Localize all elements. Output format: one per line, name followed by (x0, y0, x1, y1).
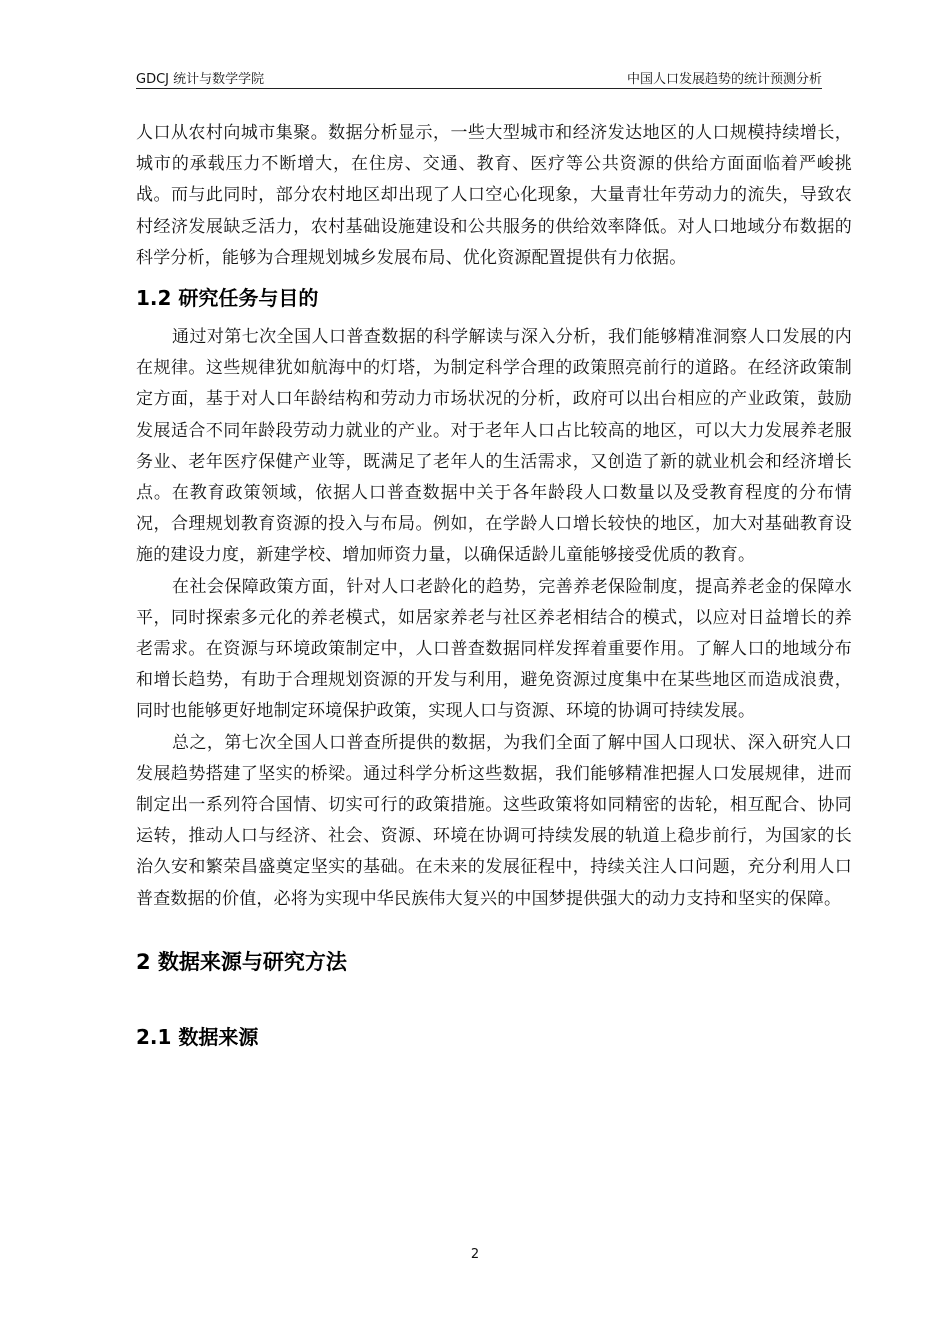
header-institution: GDCJ 统计与数学学院 (136, 72, 265, 87)
section-heading-2-1: 2.1 数据来源 (136, 1024, 259, 1049)
section-heading-1-2: 1.2 研究任务与目的 (136, 286, 319, 311)
paragraph: 总之，第七次全国人口普查所提供的数据，为我们全面了解中国人口现状、深入研究人口发展趋势搭建了坚实的桥梁。通过科学分析这些数据，我们能够精准把握人口发展规律，进而制定出一系列符合国情、切实可行的政策措施。这些政策将如同精密的齿轮，相互配合、协同运转，推动人口与经济、社会、资源、环境在协调可持续发展的轨道上稳步前行，为国家的长治久安和繁荣昌盛奠定坚实的基础。在未来的发展征程中，持续关注人口问题，充分利用人口普查数据的价值，必将为实现中华民族伟大复兴的中国梦提供强大的动力支持和坚实的保障。 (136, 732, 852, 909)
paragraph-continued: 人口从农村向城市集聚。数据分析显示，一些大型城市和经济发达地区的人口规模持续增长，城市的承载压力不断增大，在住房、交通、教育、医疗等公共资源的供给方面面临着严峻挑战。而与此同时，部分农村地区却出现了人口空心化现象，大量青壮年劳动力的流失，导致农村经济发展缺乏活力，农村基础设施建设和公共服务的供给效率降低。对人口地域分布数据的科学分析，能够为合理规划城乡发展布局、优化资源配置提供有力依据。 (136, 123, 852, 268)
paragraph: 通过对第七次全国人口普查数据的科学解读与深入分析，我们能够精准洞察人口发展的内在规律。这些规律犹如航海中的灯塔，为制定科学合理的政策照亮前行的道路。在经济政策制定方面，基于对人口年龄结构和劳动力市场状况的分析，政府可以出台相应的产业政策，鼓励发展适合不同年龄段劳动力就业的产业。对于老年人口占比较高的地区，可以大力发展养老服务业、老年医疗保健产业等，既满足了老年人的生活需求，又创造了新的就业机会和经济增长点。在教育政策领域，依据人口普查数据中关于各年龄段人口数量以及受教育程度的分布情况，合理规划教育资源的投入与布局。例如，在学龄人口增长较快的地区，加大对基础教育设施的建设力度，新建学校、增加师资力量，以确保适龄儿童能够接受优质的教育。 (136, 327, 852, 566)
paragraph: 在社会保障政策方面，针对人口老龄化的趋势，完善养老保险制度，提高养老金的保障水平，同时探索多元化的养老模式，如居家养老与社区养老相结合的模式，以应对日益增长的养老需求。在资源与环境政策制定中，人口普查数据同样发挥着重要作用。了解人口的地域分布和增长趋势，有助于合理规划资源的开发与利用，避免资源过度集中在某些地区而造成浪费，同时也能够更好地制定环境保护政策，实现人口与资源、环境的协调可持续发展。 (136, 576, 852, 722)
header-title: 中国人口发展趋势的统计预测分析 (626, 72, 822, 87)
chapter-heading-2: 2 数据来源与研究方法 (136, 949, 347, 974)
page-number: 2 (470, 1247, 480, 1262)
running-header (136, 66, 822, 89)
body-text (136, 118, 852, 1051)
